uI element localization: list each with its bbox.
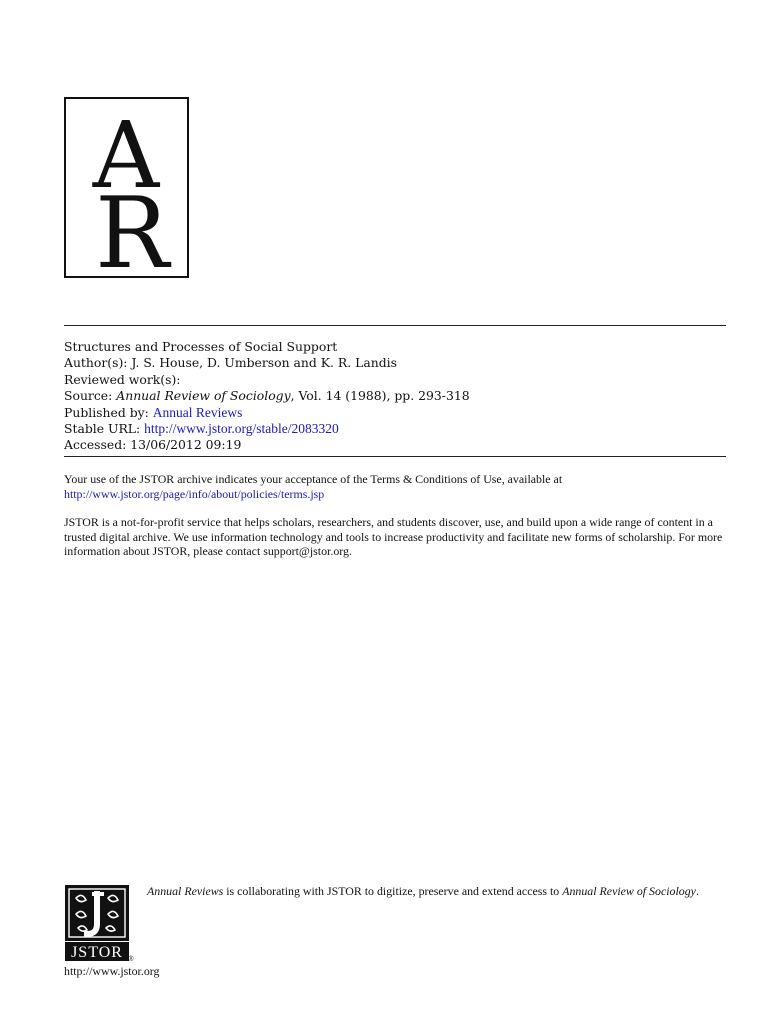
logo-letter-r: R: [95, 177, 169, 276]
annual-reviews-logo: [64, 97, 189, 278]
accessed-date: 13/06/2012 09:19: [130, 437, 242, 453]
about-jstor-paragraph: JSTOR is a not-for-profit service that helps scholars, researchers, and students discover, use, and build upon a wide range of content in a trusted digital archive. We use information technology and tools to increase productivity and facilitate new forms of scholarship. For more information about JSTOR, please contact support@jstor.org.: [64, 515, 723, 559]
authors-label: Author(s):: [64, 355, 128, 371]
terms-paragraph: [64, 472, 734, 501]
jstor-home-url[interactable]: http://www.jstor.org: [64, 964, 160, 978]
article-title: Structures and Processes of Social Support: [64, 339, 338, 354]
bottom-divider: [64, 456, 726, 457]
source-details: , Vol. 14 (1988), pp. 293-318: [290, 388, 470, 404]
stable-url-label: Stable URL:: [64, 421, 141, 437]
top-divider: [64, 325, 726, 326]
publisher-link[interactable]: Annual Reviews: [152, 404, 243, 420]
stable-url-line: [64, 421, 724, 437]
source-label: Source:: [64, 388, 113, 404]
authors: J. S. House, D. Umberson and K. R. Landis: [131, 355, 397, 371]
ar-monogram: [66, 99, 187, 276]
collab-end: .: [695, 884, 699, 898]
collaboration-note: [147, 885, 727, 898]
stable-url-link[interactable]: http://www.jstor.org/stable/2083320: [144, 421, 339, 437]
terms-text: Your use of the JSTOR archive indicates your acceptance of the Terms & Conditions of Use, available at: [64, 472, 563, 486]
registered-mark: ®: [128, 956, 134, 963]
published-label: Published by:: [64, 404, 149, 420]
terms-link[interactable]: http://www.jstor.org/page/info/about/policies/terms.jsp: [64, 486, 325, 501]
journal-name: Annual Review of Sociology: [116, 388, 291, 404]
jstor-logo[interactable]: [64, 884, 134, 964]
accessed-label: Accessed:: [64, 437, 127, 453]
jstor-wordmark: JSTOR: [71, 944, 123, 961]
collab-publisher: Annual Reviews: [147, 884, 224, 898]
published-line: [64, 405, 724, 421]
accessed-line: [64, 437, 724, 453]
collab-journal: Annual Review of Sociology: [562, 884, 696, 898]
collab-text: is collaborating with JSTOR to digitize, preserve and extend access to: [223, 884, 563, 898]
source-line: [64, 388, 724, 404]
authors-line: [64, 355, 724, 371]
citation-block: [64, 339, 724, 454]
logo-letter-a: A: [92, 102, 160, 209]
reviewed-works-label: Reviewed work(s):: [64, 371, 181, 387]
